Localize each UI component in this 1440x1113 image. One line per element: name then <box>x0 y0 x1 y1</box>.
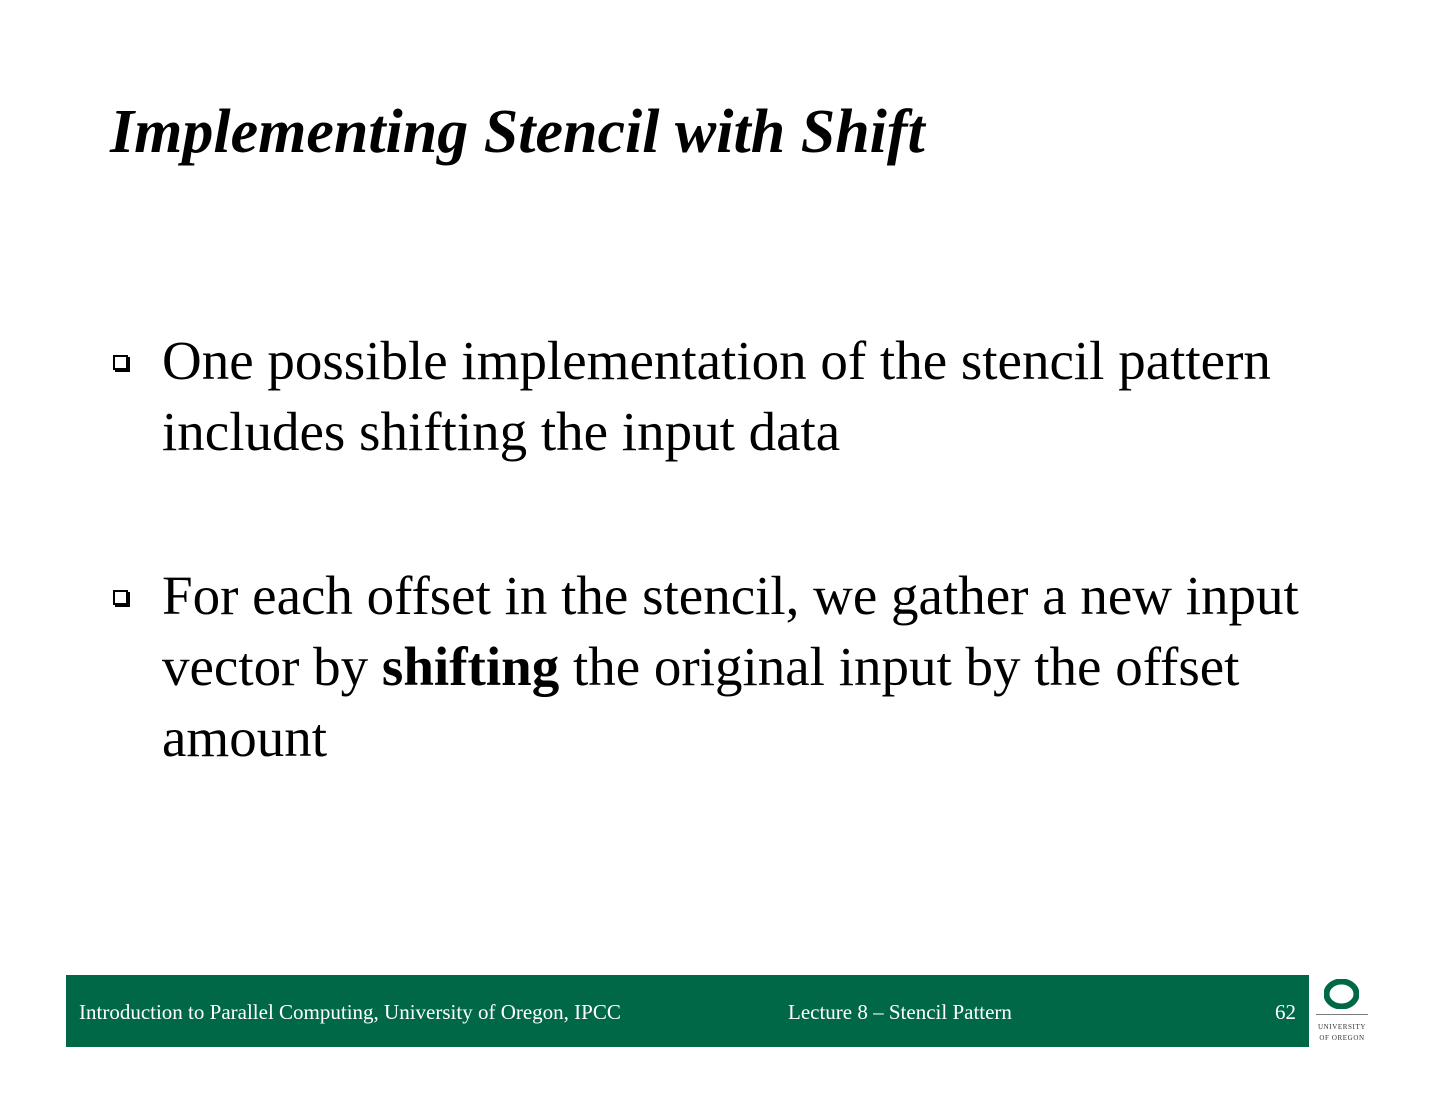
slide-title: Implementing Stencil with Shift <box>110 98 925 166</box>
footer-lecture-title: Lecture 8 – Stencil Pattern <box>788 1000 1012 1024</box>
bullet-item <box>113 560 1373 773</box>
logo-text-of-oregon: OF OREGON <box>1319 1034 1365 1042</box>
square-bullet-icon <box>113 590 128 605</box>
footer-course-title: Introduction to Parallel Computing, University of Oregon, IPCC <box>79 1000 621 1024</box>
bullet-item <box>113 325 1373 467</box>
oregon-o-logo-icon <box>1324 979 1359 1009</box>
bullet-text-part: For each offset in the stencil, we gather a new input vector by <box>162 565 1299 697</box>
bullet-text-emphasis: shifting <box>381 636 560 697</box>
bullet-text: One possible implementation of the stencil pattern includes shifting the input data <box>162 330 1271 462</box>
footer-bar <box>66 975 1309 1047</box>
square-bullet-icon <box>113 355 128 370</box>
university-of-oregon-logo <box>1312 976 1372 1046</box>
bullet-text <box>162 565 1299 768</box>
bullet-list <box>113 325 1373 773</box>
footer-page-number: 62 <box>1275 1000 1296 1024</box>
bullet-text-part: the original input by the offset amount <box>162 636 1240 768</box>
logo-text-university: UNIVERSITY <box>1318 1023 1366 1031</box>
logo-divider <box>1316 1014 1368 1015</box>
